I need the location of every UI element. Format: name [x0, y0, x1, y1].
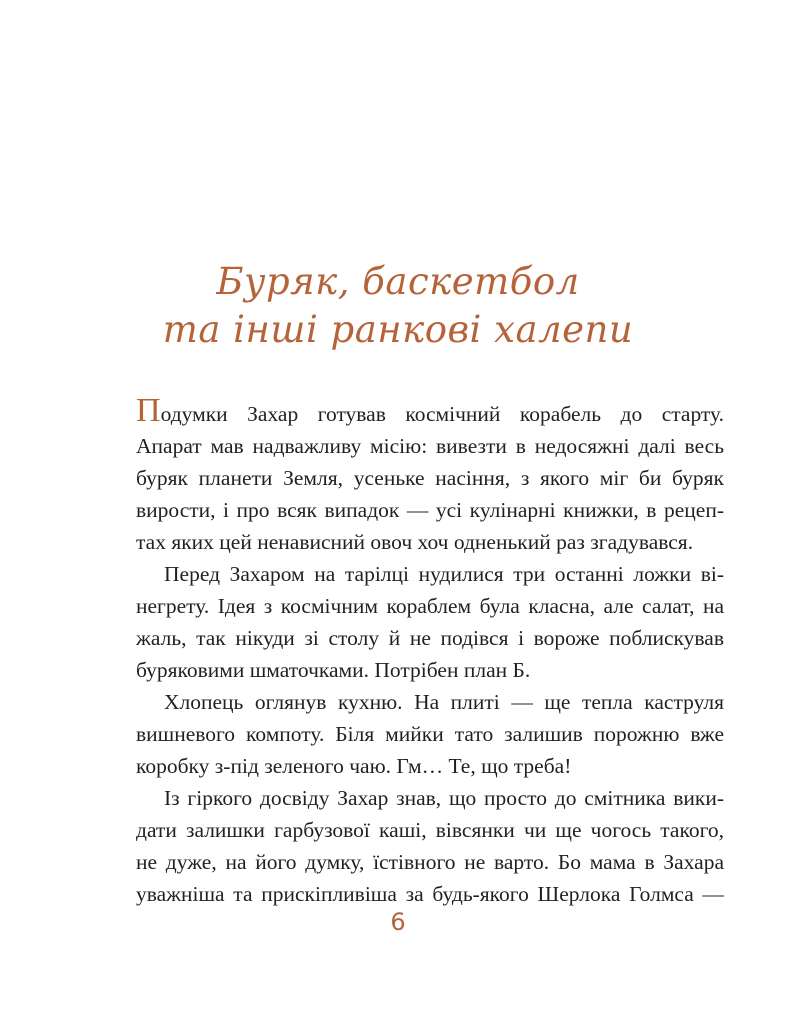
text-line: уважніша та прискіпливіша за будь-якого Шерлока Голмса — [136, 882, 724, 906]
chapter-title-line-1: Буряк, баскетбол [216, 260, 580, 303]
text-line: Хлопець оглянув кухню. На плиті — ще тепла каструля [164, 690, 724, 714]
page-number: 6 [390, 908, 406, 936]
text-line: буряк планети Земля, усеньке насіння, з якого міг би буряк [136, 466, 724, 490]
paragraph-1 [136, 392, 724, 558]
text-line: Із гіркого досвіду Захар знав, що просто до смітника вики- [164, 786, 724, 810]
text-line: вишневого компоту. Біля мийки тато залишив порожню вже [136, 722, 724, 746]
body-text [136, 392, 724, 910]
chapter-title-line-2: та інші ранкові халепи [162, 308, 634, 351]
text-line: коробку з-під зеленого чаю. Гм… Те, що треба! [136, 754, 572, 778]
text-line: дати залишки гарбузової каші, вівсянки чи ще чогось такого, [136, 818, 724, 842]
text-line: Перед Захаром на тарілці нудилися три останні ложки ві- [164, 562, 724, 586]
text-line: вирости, і про всяк випадок — усі кулінарні книжки, в рецеп- [136, 498, 724, 522]
text-line: тах яких цей ненависний овоч хоч одненький раз згадувався. [136, 530, 694, 554]
paragraph-3 [136, 686, 724, 782]
paragraph-2 [136, 558, 724, 686]
paragraph-4 [136, 782, 724, 910]
text-line-content: одумки Захар готував космічний корабель до старту. [160, 402, 724, 426]
chapter-title [0, 258, 796, 354]
text-line: буряковими шматочками. Потрібен план Б. [136, 658, 531, 682]
text-line: жаль, так нікуди зі столу й не подівся і вороже поблискував [136, 626, 724, 650]
text-line: не дуже, на його думку, їстівного не варто. Бо мама в Захара [136, 850, 724, 874]
text-line [136, 392, 724, 430]
text-line: Апарат мав надважливу місію: вивезти в недосяжні далі весь [136, 434, 724, 458]
drop-cap: П [136, 392, 161, 429]
text-line: негрету. Ідея з космічним кораблем була класна, але салат, на [136, 594, 724, 618]
